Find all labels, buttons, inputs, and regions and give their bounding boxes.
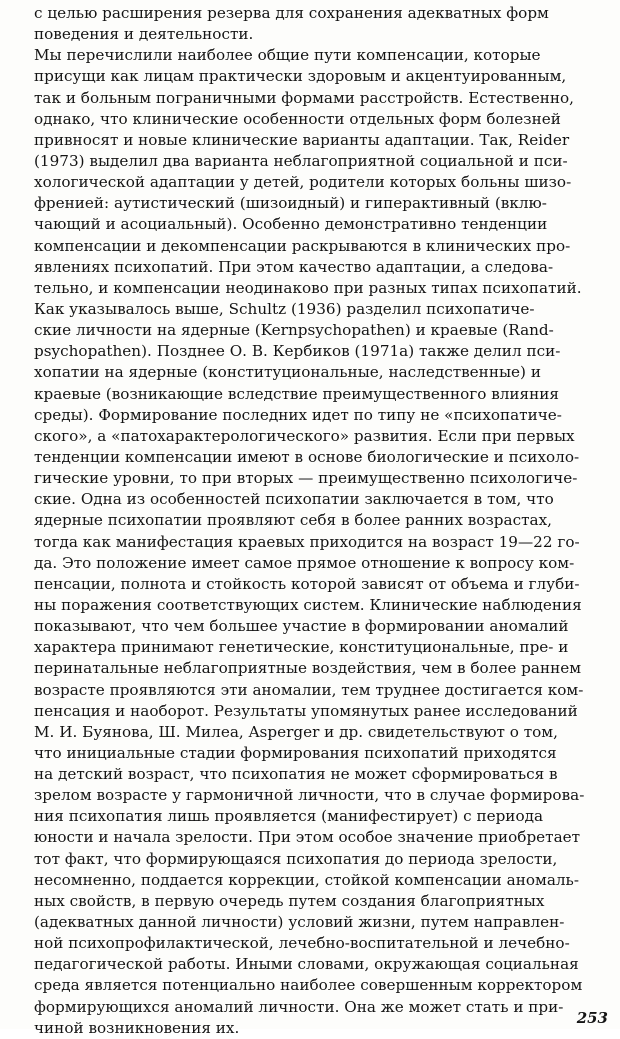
- text-line: (адекватных данной личности) условий жизни, путем направлен-: [34, 913, 565, 932]
- text-line: ядерные психопатии проявляют себя в более ранних возрастах,: [34, 511, 552, 530]
- text-line: ские личности на ядерные (Kernpsychopathen) и краевые (Rand-: [34, 321, 554, 340]
- text-line: перинатальные неблагоприятные воздействия, чем в более раннем: [34, 659, 582, 678]
- text-line: среда является потенциально наиболее совершенным корректором: [34, 976, 583, 995]
- text-line: (1973) выделил два варианта неблагоприятной социальной и пси-: [34, 151, 568, 170]
- text-line: на детский возраст, что психопатия не может сформироваться в: [34, 765, 558, 784]
- text-line: ных свойств, в первую очередь путем создания благоприятных: [34, 891, 545, 910]
- text-line: показывают, что чем большее участие в формировании аномалий: [34, 617, 569, 636]
- text-line: компенсации и декомпенсации раскрываются в клинических про-: [34, 236, 571, 255]
- text-line: однако, что клинические особенности отдельных форм болезней: [34, 109, 561, 128]
- text-line: тогда как манифестация краевых приходится на возраст 19—22 го-: [34, 532, 580, 551]
- text-line: характера принимают генетические, конституциональные, пре- и: [34, 638, 569, 657]
- text-line: ские. Одна из особенностей психопатии заключается в том, что: [34, 490, 554, 509]
- text-line: хологической адаптации у детей, родители которых больны шизо-: [34, 173, 572, 192]
- text-line: среды). Формирование последних идет по типу не «психопатиче-: [34, 405, 562, 424]
- text-line: тенденции компенсации имеют в основе биологические и психоло-: [34, 447, 580, 466]
- text-line: возрасте проявляются эти аномалии, тем труднее достигается ком-: [34, 680, 584, 699]
- text-line: Как указывалось выше, Schultz (1936) разделил психопатиче-: [34, 299, 535, 318]
- text-line: psychopathen). Позднее О. В. Кербиков (1971а) также делил пси-: [34, 342, 561, 361]
- text-line: привносят и новые клинические варианты адаптации. Так, Reider: [34, 130, 570, 149]
- text-line: да. Это положение имеет самое прямое отношение к вопросу ком-: [34, 553, 575, 572]
- text-line: формирующихся аномалий личности. Она же может стать и при-: [34, 997, 564, 1016]
- text-line: тот факт, что формирующаяся психопатия до периода зрелости,: [34, 849, 558, 868]
- text-line: поведения и деятельности.: [34, 25, 254, 44]
- text-line: М. И. Буянова, Ш. Милеа, Asperger и др. свидетельствуют о том,: [34, 722, 558, 741]
- text-line: с целью расширения резерва для сохранения адекватных форм: [34, 4, 549, 22]
- text-line: хопатии на ядерные (конституциональные, наследственные) и: [34, 363, 541, 382]
- text-line: явлениях психопатий. При этом качество адаптации, а следова-: [34, 257, 554, 276]
- text-line: ния психопатия лишь проявляется (манифестирует) с периода: [34, 807, 544, 826]
- text-line: так и больным пограничными формами расстройств. Естественно,: [34, 88, 574, 107]
- text-line: френией: аутистический (шизоидный) и гиперактивный (вклю-: [34, 194, 547, 213]
- text-line: тельно, и компенсации неодинаково при разных типах психопатий.: [34, 278, 582, 297]
- text-line: что инициальные стадии формирования психопатий приходятся: [34, 743, 557, 762]
- text-line: краевые (возникающие вследствие преимущественного влияния: [34, 384, 559, 403]
- text-line: зрелом возрасте у гармоничной личности, что в случае формирова-: [34, 786, 585, 805]
- page-number: 253: [576, 1009, 608, 1027]
- text-line: ной психопрофилактической, лечебно-воспитательной и лечебно-: [34, 934, 570, 953]
- text-line: юности и начала зрелости. При этом особое значение приобретает: [34, 828, 581, 847]
- text-line: чиной возникновения их.: [34, 1018, 240, 1037]
- text-line: присущи как лицам практически здоровым и акцентуированным,: [34, 67, 567, 86]
- text-line: Мы перечислили наиболее общие пути компенсации, которые: [34, 46, 541, 65]
- text-line: педагогической работы. Иными словами, окружающая социальная: [34, 955, 579, 974]
- text-line: гические уровни, то при вторых — преимущественно психологиче-: [34, 469, 578, 488]
- text-line: ского», а «патохарактерологического» развития. Если при первых: [34, 426, 575, 445]
- text-line: пенсация и наоборот. Результаты упомянутых ранее исследований: [34, 701, 578, 720]
- body-text: [34, 3, 612, 1039]
- text-line: несомненно, поддается коррекции, стойкой компенсации аномаль-: [34, 870, 579, 889]
- text-line: ны поражения соответствующих систем. Клинические наблюдения: [34, 595, 582, 614]
- text-line: чающий и асоциальный). Особенно демонстративно тенденции: [34, 215, 548, 234]
- text-line: пенсации, полнота и стойкость которой зависят от объема и глуби-: [34, 574, 580, 593]
